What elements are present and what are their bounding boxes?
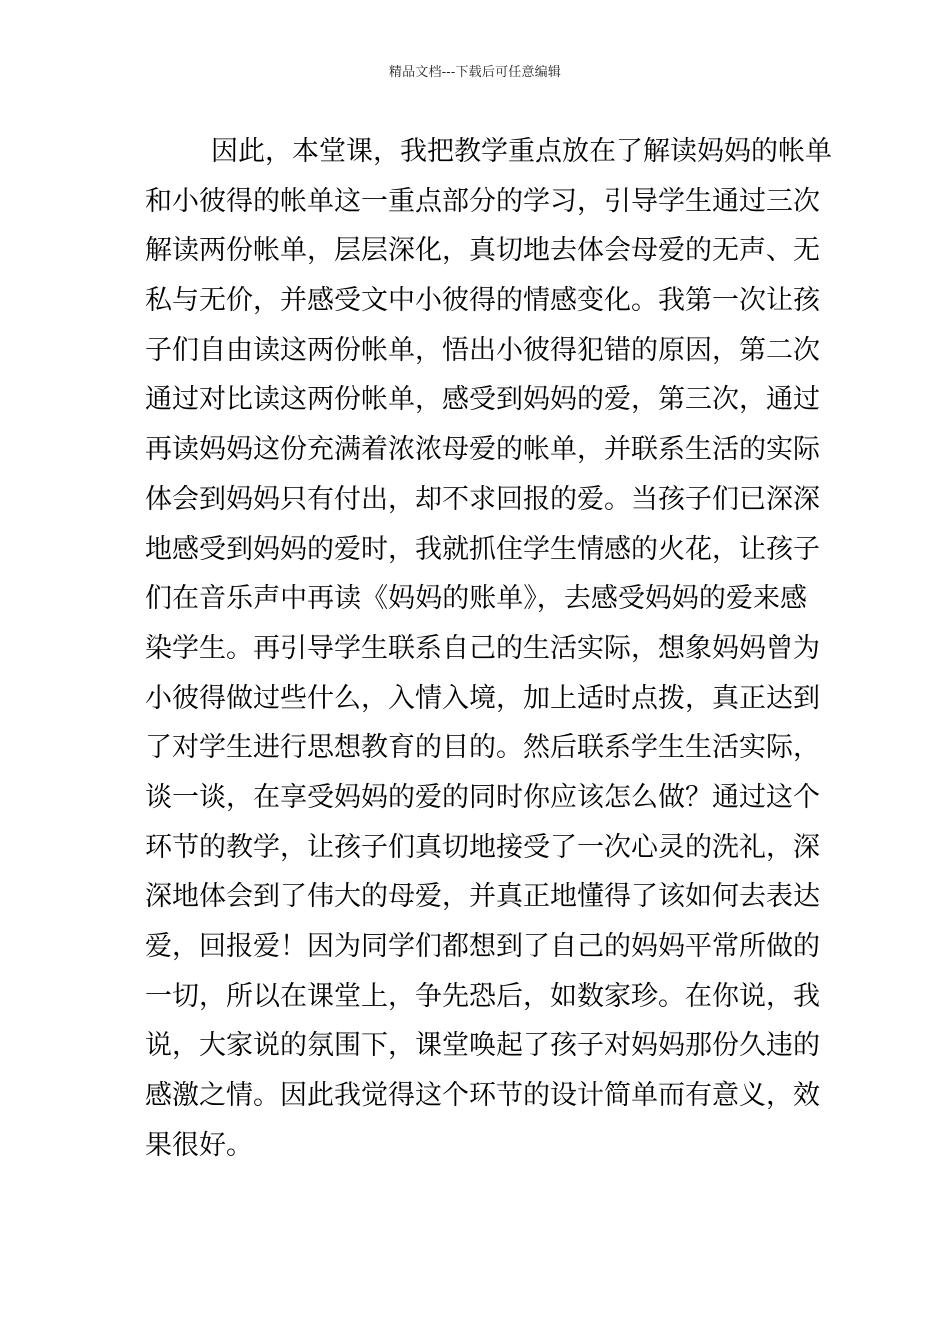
paragraph-line: 果很好。: [145, 1129, 253, 1161]
paragraph-line: 环节的教学，让孩子们真切地接受了一次心灵的洗礼，深: [145, 831, 820, 863]
body-paragraph: [145, 127, 832, 1170]
paragraph-line: 子们自由读这两份帐单，悟出小彼得犯错的原因，第二次: [145, 334, 820, 366]
page-header: 精品文档---下载后可任意编辑: [388, 65, 562, 80]
paragraph-line: 小彼得做过些什么，入情入境，加上适时点拨，真正达到: [145, 682, 820, 714]
paragraph-line: 说，大家说的氛围下，课堂唤起了孩子对妈妈那份久违的: [145, 1030, 820, 1062]
paragraph-line: 再读妈妈这份充满着浓浓母爱的帐单，并联系生活的实际: [145, 434, 820, 466]
paragraph-line: 因此，本堂课，我把教学重点放在了解读妈妈的帐单: [211, 136, 832, 167]
paragraph-line: 们在音乐声中再读《妈妈的账单》，去感受妈妈的爱来感: [145, 583, 807, 615]
paragraph-line: 私与无价，并感受文中小彼得的情感变化。我第一次让孩: [145, 285, 820, 317]
paragraph-line: 一切，所以在课堂上，争先恐后，如数家珍。在你说，我: [145, 980, 820, 1012]
paragraph-line: 感激之情。因此我觉得这个环节的设计简单而有意义，效: [145, 1080, 820, 1112]
paragraph-line: 解读两份帐单，层层深化，真切地去体会母爱的无声、无: [145, 235, 820, 267]
paragraph-line: 了对学生进行思想教育的目的。然后联系学生生活实际，: [145, 732, 820, 764]
paragraph-line: 爱，回报爱！因为同学们都想到了自己的妈妈平常所做的: [145, 931, 820, 962]
paragraph-line: 通过对比读这两份帐单，感受到妈妈的爱，第三次，通过: [145, 384, 820, 416]
paragraph-line: 体会到妈妈只有付出，却不求回报的爱。当孩子们已深深: [145, 483, 820, 515]
paragraph-line: 和小彼得的帐单这一重点部分的学习，引导学生通过三次: [145, 185, 820, 217]
paragraph-line: 地感受到妈妈的爱时，我就抓住学生情感的火花，让孩子: [145, 533, 820, 565]
paragraph-line: 染学生。再引导学生联系自己的生活实际，想象妈妈曾为: [145, 632, 820, 664]
paragraph-line: 谈一谈，在享受妈妈的爱的同时你应该怎么做？通过这个: [145, 781, 820, 813]
paragraph-line: 深地体会到了伟大的母爱，并真正地懂得了该如何去表达: [145, 881, 820, 913]
